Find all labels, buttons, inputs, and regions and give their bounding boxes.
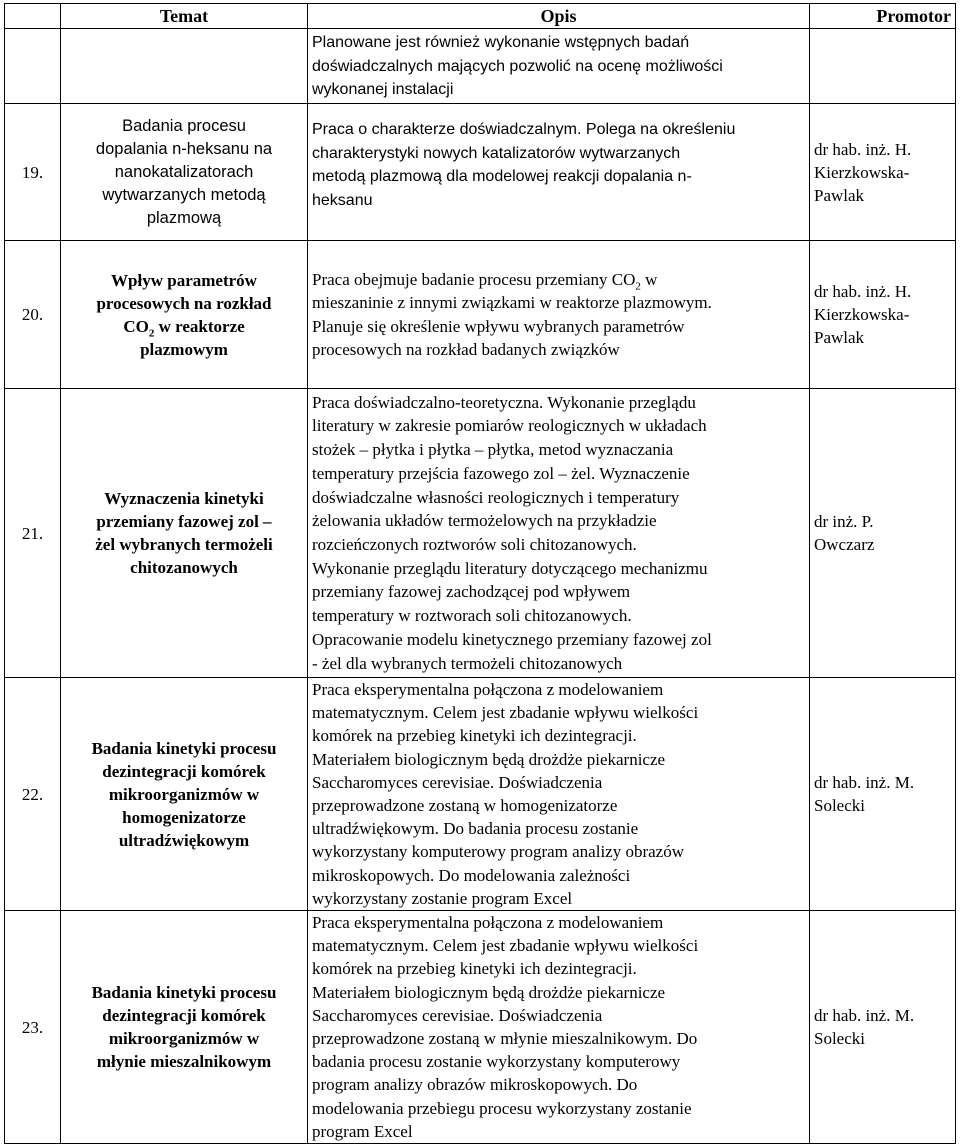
table-row xyxy=(5,241,956,389)
row-promotor: dr hab. inż. M. Solecki xyxy=(810,911,956,1144)
row-number: 19. xyxy=(5,104,61,241)
header-promotor: Promotor xyxy=(810,4,956,29)
row-description: Praca eksperymentalna połączona z modelowaniem matematycznym. Celem jest zbadanie wpływu wielkości komórek na przebieg kinetyki ich dezintegracji. Materiałem biologicznym będą drożdże piekarnicze Saccharomyces cerevisiae. Doświadczenia przeprowadzone zostaną w młynie mieszalnikowym. Do badania procesu zostanie wykorzystany komputerowy program analizy obrazów mikroskopowych. Do modelowania przebiegu procesu wykorzystany zostanie program Excel xyxy=(308,911,810,1144)
header-row xyxy=(5,4,956,29)
row-promotor: dr inż. P. Owczarz xyxy=(810,389,956,678)
row-description: Planowane jest również wykonanie wstępnych badań doświadczalnych mających pozwolić na ocenę możliwości wykonanej instalacji xyxy=(308,29,810,104)
row-number: 20. xyxy=(5,241,61,389)
row-topic: Badania kinetyki procesu dezintegracji komórek mikroorganizmów w młynie mieszalnikowym xyxy=(61,911,308,1144)
row-promotor: dr hab. inż. M. Solecki xyxy=(810,678,956,911)
row-promotor: dr hab. inż. H. Kierzkowska- Pawlak xyxy=(810,241,956,389)
row-topic: Wpływ parametrów procesowych na rozkład $CO_2$ w reaktorze plazmowym xyxy=(61,241,308,389)
topics-table xyxy=(4,3,956,1144)
row-promotor: dr hab. inż. H. Kierzkowska- Pawlak xyxy=(810,104,956,241)
table-row xyxy=(5,389,956,678)
row-number: 22. xyxy=(5,678,61,911)
row-description: Praca obejmuje badanie procesu przemiany $CO_2$ w mieszaninie z innymi związkami w reaktorze plazmowym. Planuje się określenie wpływu wybranych parametrów procesowych na rozkład badanych związków xyxy=(308,241,810,389)
row-topic xyxy=(61,29,308,104)
row-description: Praca o charakterze doświadczalnym. Polega na określeniu charakterystyki nowych katalizatorów wytwarzanych metodą plazmową dla modelowej reakcji dopalania n- heksanu xyxy=(308,104,810,241)
header-topic: Temat xyxy=(61,4,308,29)
row-description: Praca eksperymentalna połączona z modelowaniem matematycznym. Celem jest zbadanie wpływu wielkości komórek na przebieg kinetyki ich dezintegracji. Materiałem biologicznym będą drożdże piekarnicze Saccharomyces cerevisiae. Doświadczenia przeprowadzone zostaną w homogenizatorze ultradźwiękowym. Do badania procesu zostanie wykorzystany komputerowy program analizy obrazów mikroskopowych. Do modelowania zależności wykorzystany zostanie program Excel xyxy=(308,678,810,911)
row-number xyxy=(5,29,61,104)
row-topic: Badania procesu dopalania n-heksanu na nanokatalizatorach wytwarzanych metodą plazmową xyxy=(61,104,308,241)
table-row xyxy=(5,678,956,911)
row-promotor xyxy=(810,29,956,104)
header-description: Opis xyxy=(308,4,810,29)
row-number: 23. xyxy=(5,911,61,1144)
table-row xyxy=(5,911,956,1144)
row-number: 21. xyxy=(5,389,61,678)
row-topic: Wyznaczenia kinetyki przemiany fazowej zol – żel wybranych termożeli chitozanowych xyxy=(61,389,308,678)
row-description: Praca doświadczalno-teoretyczna. Wykonanie przeglądu literatury w zakresie pomiarów reologicznych w układach stożek – płytka i płytka – płytka, metod wyznaczania temperatury przejścia fazowego zol – żel. Wyznaczenie doświadczalne własności reologicznych i temperatury żelowania układów termożelowych na przykładzie rozcieńczonych roztworów soli chitozanowych. Wykonanie przeglądu literatury dotyczącego mechanizmu przemiany fazowej zachodzącej pod wpływem temperatury w roztworach soli chitozanowych. Opracowanie modelu kinetycznego przemiany fazowej zol - żel dla wybranych termożeli chitozanowych xyxy=(308,389,810,678)
table-row-continuation xyxy=(5,29,956,104)
header-number xyxy=(5,4,61,29)
table-row xyxy=(5,104,956,241)
row-topic: Badania kinetyki procesu dezintegracji komórek mikroorganizmów w homogenizatorze ultradźwiękowym xyxy=(61,678,308,911)
